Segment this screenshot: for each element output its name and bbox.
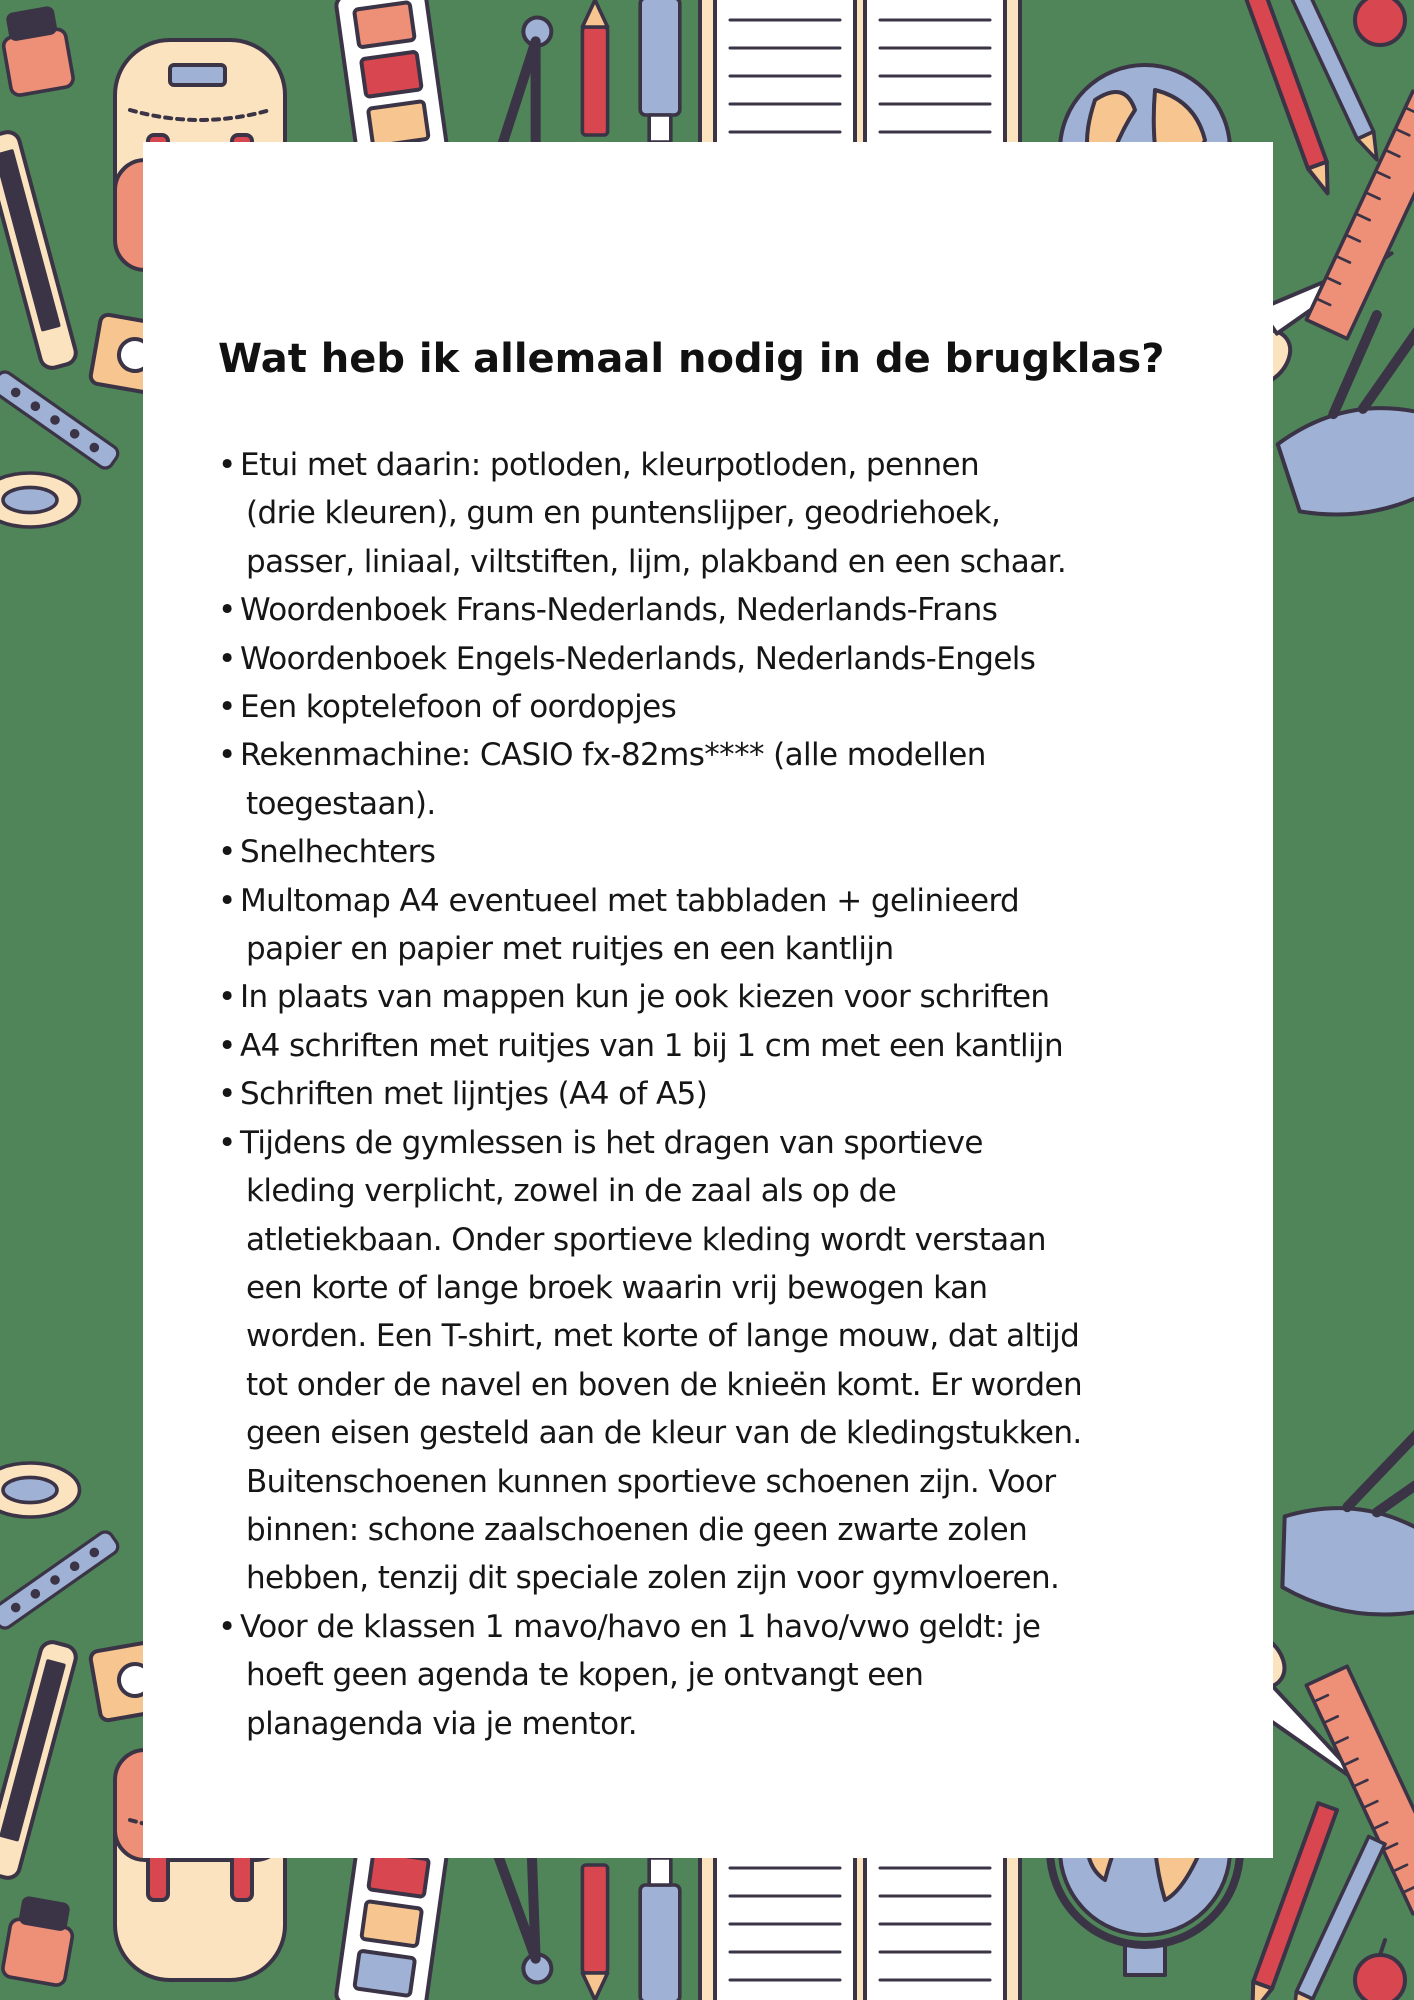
bullet-mark: • bbox=[218, 592, 236, 629]
page-title: Wat heb ik allemaal nodig in de brugklas? bbox=[218, 336, 1165, 382]
list-item-line: een korte of lange broek waarin vrij bewogen kan bbox=[246, 1269, 988, 1306]
supplies-list bbox=[218, 441, 1178, 1748]
list-item-line: Woordenboek Engels-Nederlands, Nederlands-Engels bbox=[240, 640, 1036, 677]
list-item-line: atletiekbaan. Onder sportieve kleding wordt verstaan bbox=[246, 1221, 1046, 1258]
bullet-mark: • bbox=[218, 737, 236, 774]
bullet-mark: • bbox=[218, 834, 236, 871]
tape-icon bbox=[0, 473, 79, 527]
bullet-mark: • bbox=[218, 1076, 236, 1113]
list-item-line: Etui met daarin: potloden, kleurpotloden, pennen bbox=[240, 447, 980, 483]
bullet-mark: • bbox=[218, 447, 236, 483]
list-item bbox=[218, 586, 1178, 634]
list-item bbox=[218, 877, 1178, 974]
list-item-line: Voor de klassen 1 mavo/havo en 1 havo/vwo geldt: je bbox=[240, 1608, 1041, 1645]
list-item-line: papier en papier met ruitjes en een kantlijn bbox=[246, 931, 894, 968]
list-item-line: Een koptelefoon of oordopjes bbox=[240, 689, 677, 726]
list-item-line: tot onder de navel en boven de knieën komt. Er worden bbox=[246, 1366, 1083, 1403]
list-item-line: geen eisen gesteld aan de kleur van de kledingstukken. bbox=[246, 1415, 1082, 1452]
paint-tube-icon bbox=[640, 1858, 680, 2000]
list-item-line: hebben, tenzij dit speciale zolen zijn voor gymvloeren. bbox=[246, 1560, 1060, 1597]
bullet-mark: • bbox=[218, 1608, 236, 1645]
pencil-case-icon bbox=[1270, 1408, 1414, 1625]
tape-icon bbox=[0, 1463, 79, 1517]
list-item-line: kleding verplicht, zowel in de zaal als op de bbox=[246, 1173, 897, 1210]
apple-icon bbox=[1355, 0, 1405, 45]
apple-icon bbox=[1355, 1940, 1405, 2000]
pen-icon bbox=[0, 1529, 121, 1631]
list-item-line: A4 schriften met ruitjes van 1 bij 1 cm met een kantlijn bbox=[240, 1027, 1064, 1064]
list-item-line: hoeft geen agenda te kopen, je ontvangt een bbox=[246, 1657, 924, 1694]
list-item bbox=[218, 973, 1178, 1021]
ink-bottle-icon bbox=[2, 1896, 78, 1987]
list-item-line: Multomap A4 eventueel met tabbladen + gelinieerd bbox=[240, 882, 1020, 919]
list-item-line: In plaats van mappen kun je ook kiezen voor schriften bbox=[240, 979, 1050, 1016]
bullet-mark: • bbox=[218, 689, 236, 726]
crayon-icon bbox=[582, 1865, 607, 2000]
bullet-mark: • bbox=[218, 1027, 236, 1064]
list-item-line: toegestaan). bbox=[246, 785, 436, 822]
list-item-line: Buitenschoenen kunnen sportieve schoenen zijn. Voor bbox=[246, 1463, 1056, 1500]
list-item bbox=[218, 731, 1178, 828]
list-item-line: Snelhechters bbox=[240, 834, 436, 871]
list-item-line: binnen: schone zaalschoenen die geen zwarte zolen bbox=[246, 1511, 1028, 1548]
list-item bbox=[218, 441, 1178, 586]
crayon-icon bbox=[582, 0, 607, 135]
list-item bbox=[218, 1603, 1178, 1748]
list-item bbox=[218, 1119, 1178, 1603]
bullet-mark: • bbox=[218, 1124, 236, 1161]
list-item-line: worden. Een T-shirt, met korte of lange mouw, dat altijd bbox=[246, 1318, 1080, 1355]
list-item bbox=[218, 828, 1178, 876]
bullet-mark: • bbox=[218, 882, 236, 919]
list-item-line: Schriften met lijntjes (A4 of A5) bbox=[240, 1076, 708, 1113]
list-item-line: Rekenmachine: CASIO fx-82ms**** (alle modellen bbox=[240, 737, 986, 774]
list-item-line: planagenda via je mentor. bbox=[246, 1705, 637, 1742]
bullet-mark: • bbox=[218, 979, 236, 1016]
checklist-content bbox=[218, 335, 1178, 1748]
list-item bbox=[218, 1070, 1178, 1118]
list-item bbox=[218, 683, 1178, 731]
cutter-knife-icon bbox=[0, 1639, 78, 1880]
paint-tube-icon bbox=[640, 0, 680, 142]
list-item bbox=[218, 1022, 1178, 1070]
list-item-line: passer, liniaal, viltstiften, lijm, plakband en een schaar. bbox=[246, 543, 1067, 580]
list-item-line: Tijdens de gymlessen is het dragen van sportieve bbox=[240, 1124, 983, 1161]
bullet-mark: • bbox=[218, 640, 236, 677]
cutter-knife-icon bbox=[0, 129, 78, 370]
list-item-line: (drie kleuren), gum en puntenslijper, geodriehoek, bbox=[246, 495, 1001, 532]
list-item bbox=[218, 635, 1178, 683]
list-item-line: Woordenboek Frans-Nederlands, Nederlands-Frans bbox=[240, 592, 998, 629]
ink-bottle-icon bbox=[0, 6, 74, 97]
